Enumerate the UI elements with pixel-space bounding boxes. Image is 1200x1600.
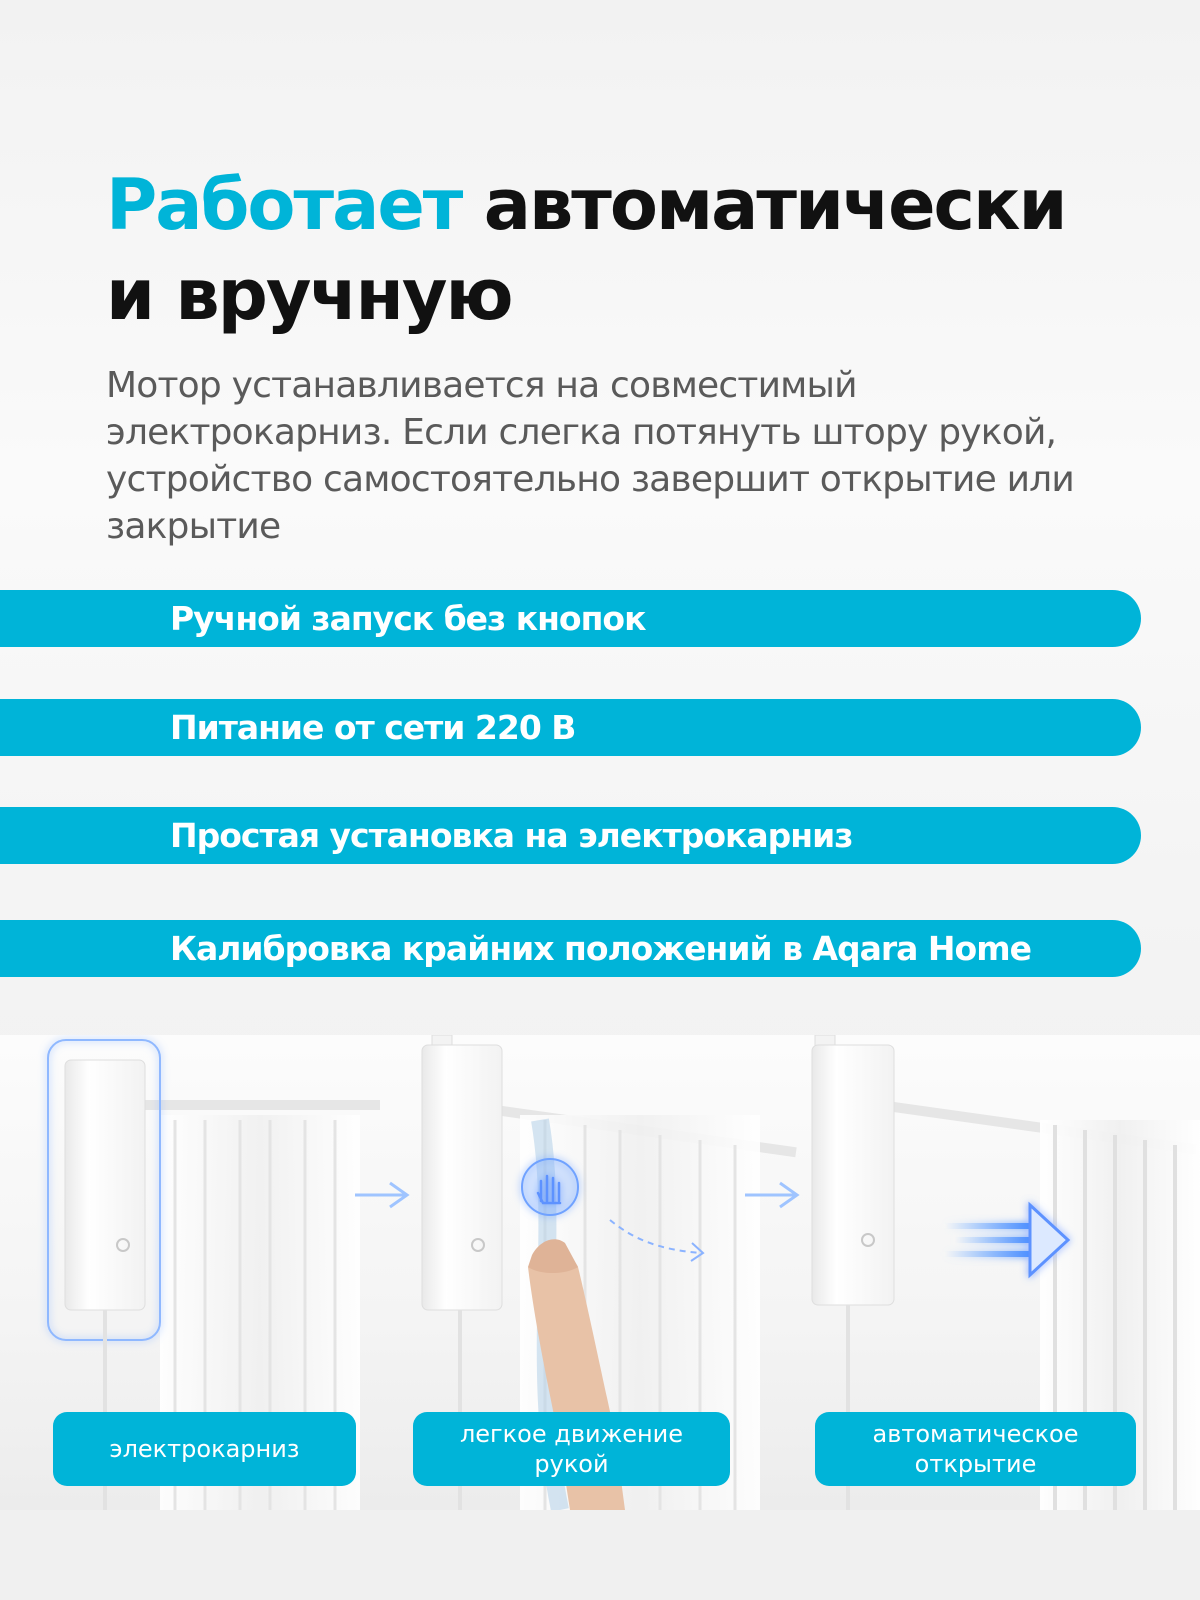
feature-bar-manual-start [0,590,1141,647]
step-label-auto-open: автоматическое открытие [815,1412,1136,1486]
product-description: Мотор устанавливается на совместимый электрокарниз. Если слегка потянуть штору рукой, устройство самостоятельно завершит открытие или закрытие [106,365,1074,547]
feature-bar-installation [0,807,1141,864]
feature-bar-power [0,699,1141,756]
headline-accent: Работает [106,164,462,246]
arrow-right-icon [355,1183,407,1207]
feature-label: Питание от сети 220 В [170,708,576,747]
feature-bar-calibration [0,920,1141,977]
headline-rest: автоматически [483,164,1066,246]
feature-list [0,590,1200,990]
feature-label: Калибровка крайних положений в Aqara Home [170,929,1031,968]
page-headline [106,160,1066,340]
feature-label: Простая установка на электрокарниз [170,816,853,855]
step-label-rail: электрокарниз [53,1412,356,1486]
feature-label: Ручной запуск без кнопок [170,599,646,638]
step-label-hand-pull: легкое движение рукой [413,1412,730,1486]
hand-touch-icon [522,1159,578,1215]
headline-line2: и вручную [106,254,512,336]
